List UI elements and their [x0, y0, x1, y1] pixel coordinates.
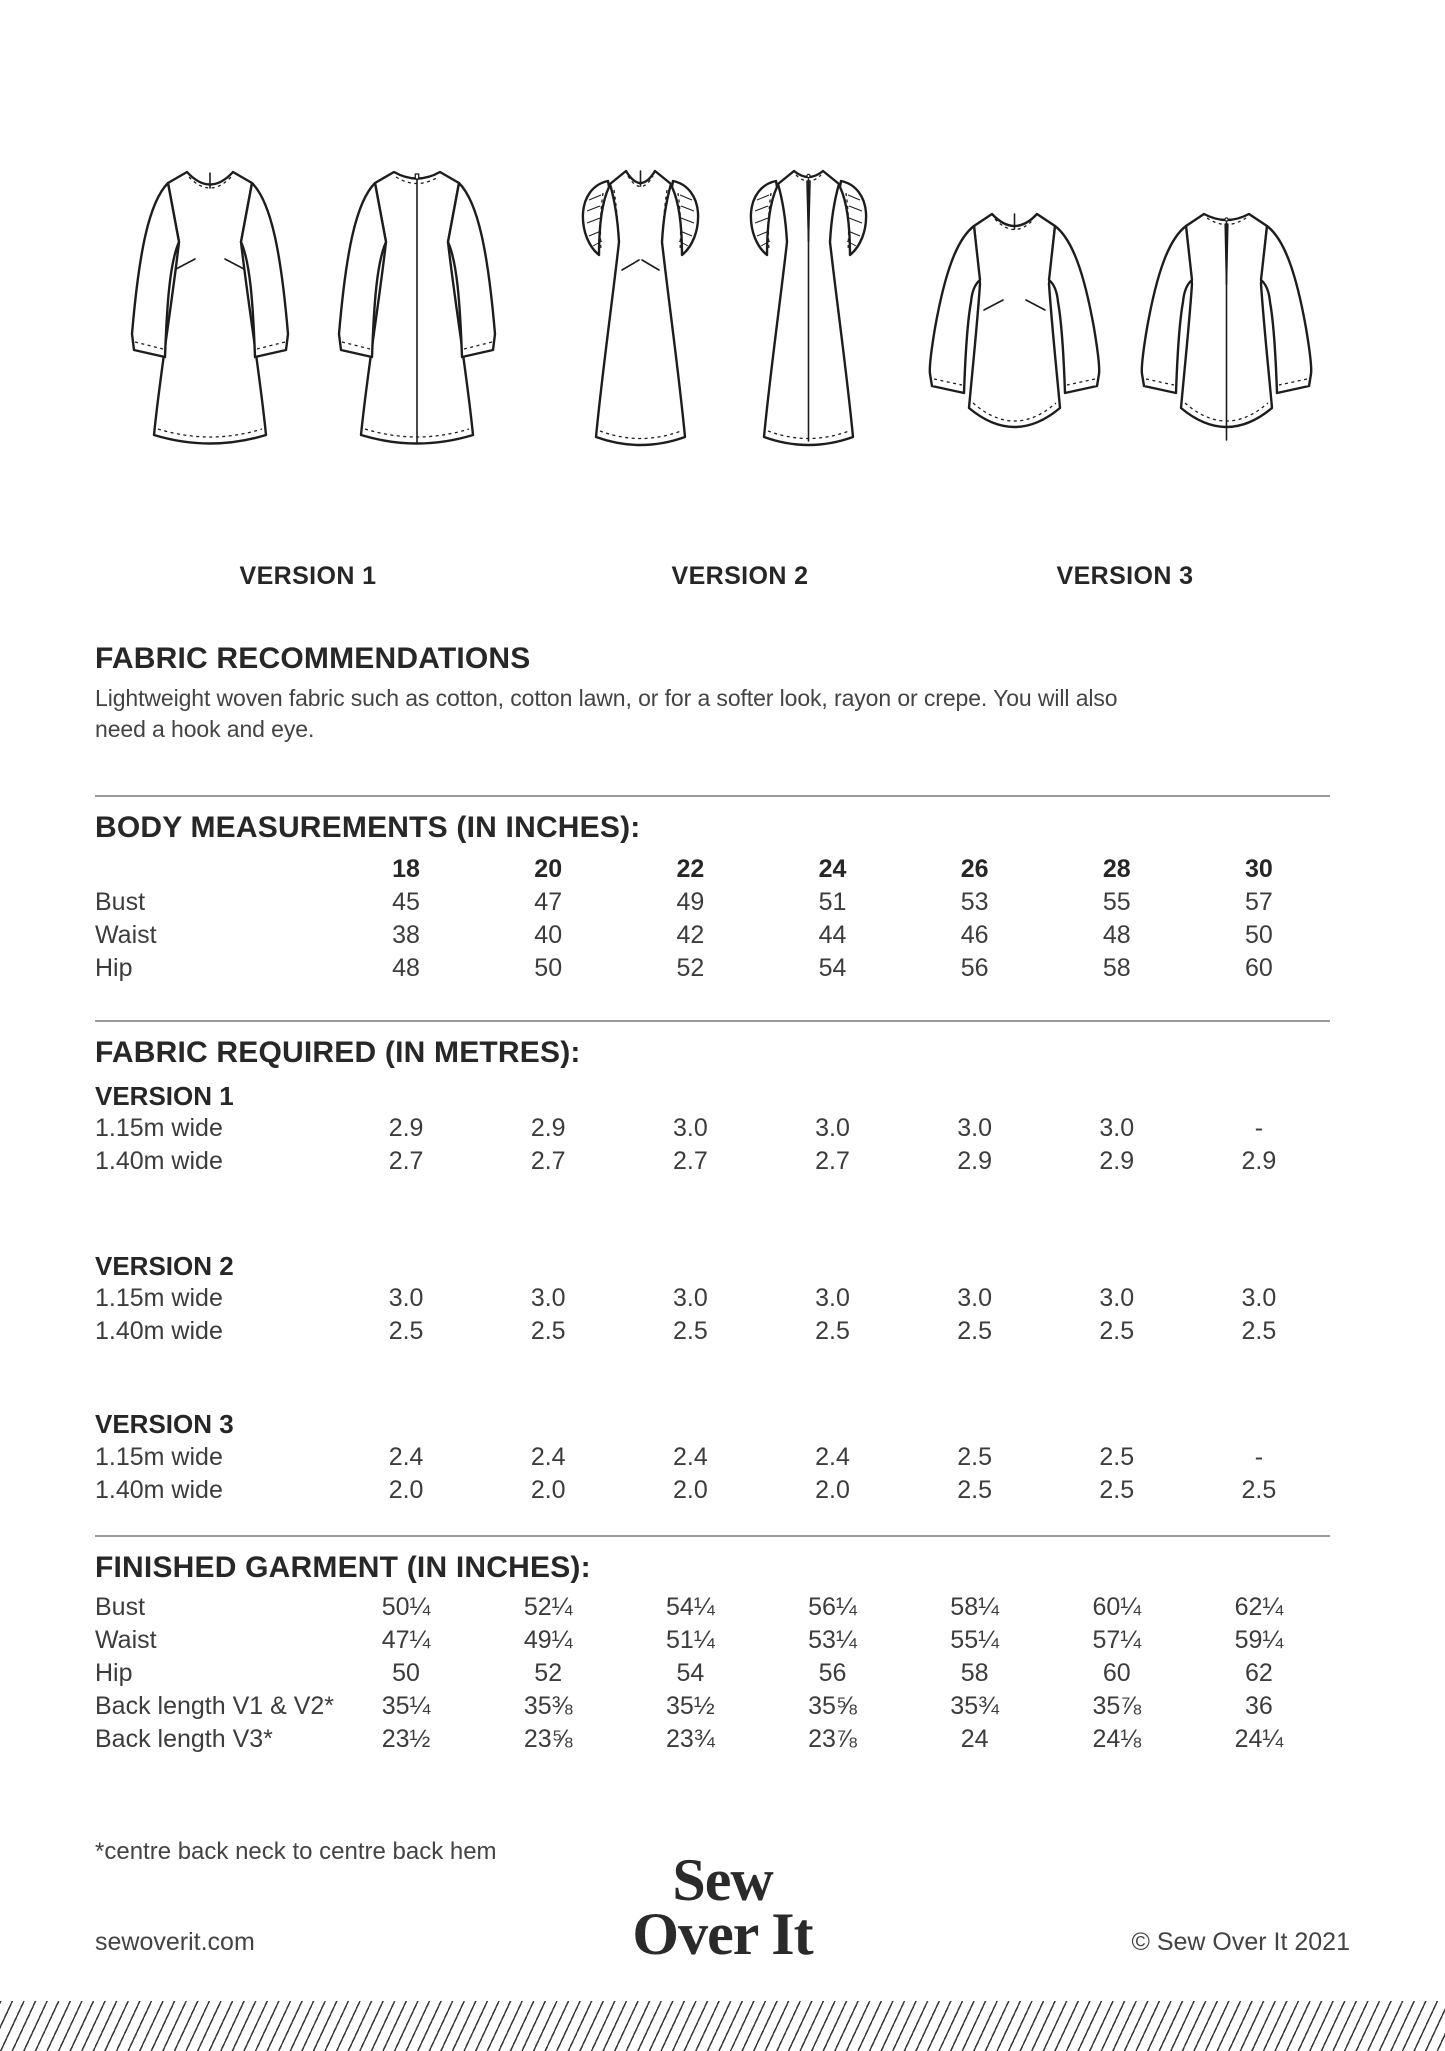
cell-value: 54¼: [666, 1593, 715, 1622]
cell-value: 58: [960, 1659, 989, 1688]
page-content: [95, 0, 1330, 1866]
row-label: Bust: [95, 1593, 146, 1622]
cell-value: 2.9: [1099, 1147, 1135, 1176]
cell-value: 2.5: [530, 1317, 566, 1346]
cell-value: 2.5: [1241, 1475, 1277, 1504]
cell-value: 55: [1102, 888, 1131, 917]
cell-value: 54: [818, 954, 847, 983]
body-measurements-heading: BODY MEASUREMENTS (IN INCHES):: [95, 810, 641, 844]
row-label: 1.40m wide: [95, 1147, 223, 1176]
cell-value: 56: [818, 1659, 847, 1688]
fabric-recommendations-text: Lightweight woven fabric such as cotton, cotton lawn, or for a softer look, rayon or crepe. You will also need a hook and eye.: [95, 684, 1118, 743]
size-column-header: 20: [534, 855, 563, 884]
finished-garment-heading: FINISHED GARMENT (IN INCHES):: [95, 1550, 591, 1584]
cell-value: 40: [534, 921, 563, 950]
cell-value: 23⅝: [523, 1725, 573, 1754]
cell-value: 60: [1102, 1659, 1131, 1688]
cell-value: 58: [1102, 954, 1131, 983]
cell-value: 2.4: [672, 1442, 708, 1471]
cell-value: -: [1254, 1114, 1264, 1143]
cell-value: 3.0: [672, 1284, 708, 1313]
cell-value: 35½: [666, 1692, 715, 1721]
row-label: Hip: [95, 1659, 133, 1688]
cell-value: 3.0: [957, 1114, 993, 1143]
cell-value: 56¼: [808, 1593, 857, 1622]
cell-value: 38: [392, 921, 420, 950]
empty-corner-cell: [95, 853, 335, 886]
cell-value: 2.5: [388, 1317, 424, 1346]
fabric-required-version2-table: [95, 1282, 1330, 1348]
cell-value: 35¾: [950, 1692, 999, 1721]
cell-value: 2.0: [388, 1475, 424, 1504]
cell-value: 2.4: [530, 1442, 566, 1471]
cell-value: 24: [960, 1725, 989, 1754]
cell-value: 57¼: [1092, 1626, 1142, 1655]
cell-value: 55¼: [950, 1626, 999, 1655]
cell-value: 47¼: [381, 1626, 431, 1655]
cell-value: 53: [960, 888, 989, 917]
divider: [95, 1020, 1330, 1022]
cell-value: 3.0: [388, 1284, 424, 1313]
fabric-required-heading: FABRIC REQUIRED (IN METRES):: [95, 1036, 581, 1070]
cell-value: 23½: [381, 1725, 431, 1754]
size-column-header: 28: [1102, 855, 1131, 884]
fabric-required-version3-heading: VERSION 3: [95, 1409, 234, 1440]
cell-value: 62¼: [1234, 1593, 1284, 1622]
finished-garment-table: [95, 1591, 1330, 1756]
cell-value: 2.4: [388, 1442, 424, 1471]
cell-value: 3.0: [957, 1284, 993, 1313]
row-label: 1.15m wide: [95, 1114, 223, 1143]
footnote: *centre back neck to centre back hem: [95, 1838, 497, 1866]
cell-value: 2.7: [530, 1147, 566, 1176]
size-column-header: 30: [1245, 855, 1273, 884]
cell-value: -: [1254, 1442, 1264, 1471]
cell-value: 60: [1245, 954, 1273, 983]
cell-value: 47: [534, 888, 563, 917]
website-text: sewoverit.com: [95, 1928, 255, 1956]
fabric-required-version1-heading: VERSION 1: [95, 1080, 234, 1111]
row-label: 1.15m wide: [95, 1284, 223, 1313]
cell-value: 2.9: [530, 1114, 566, 1143]
cell-value: 57: [1245, 888, 1273, 917]
cell-value: 2.5: [815, 1317, 850, 1346]
version1-label: VERSION 1: [239, 562, 377, 590]
fabric-required-version2-heading: VERSION 2: [95, 1251, 234, 1282]
body-measurements-table: [95, 853, 1330, 985]
size-column-header: 24: [818, 855, 847, 884]
cell-value: 2.0: [672, 1475, 708, 1504]
logo-line1: Sew: [672, 1847, 773, 1913]
cell-value: 53¼: [808, 1626, 857, 1655]
cell-value: 45: [392, 888, 420, 917]
cell-value: 2.5: [957, 1317, 993, 1346]
divider: [95, 795, 1330, 797]
cell-value: 48: [392, 954, 420, 983]
cell-value: 51: [818, 888, 847, 917]
cell-value: 35⅜: [523, 1692, 573, 1721]
cell-value: 2.9: [957, 1147, 993, 1176]
fabric-required-version3-table: [95, 1441, 1330, 1507]
row-label: Back length V1 & V2*: [95, 1692, 335, 1721]
cell-value: 56: [960, 954, 989, 983]
cell-value: 2.4: [815, 1442, 850, 1471]
cell-value: 2.5: [1099, 1317, 1135, 1346]
row-label: Waist: [95, 1626, 157, 1655]
cell-value: 58¼: [950, 1593, 999, 1622]
cell-value: 46: [960, 921, 989, 950]
row-label: 1.40m wide: [95, 1317, 223, 1346]
cell-value: 2.0: [530, 1475, 566, 1504]
cell-value: 35⅝: [808, 1692, 857, 1721]
cell-value: 54: [676, 1659, 705, 1688]
size-column-header: 22: [676, 855, 705, 884]
cell-value: 3.0: [815, 1114, 850, 1143]
size-column-header: 26: [960, 855, 989, 884]
cell-value: 36: [1245, 1692, 1273, 1721]
fabric-recommendations-heading: FABRIC RECOMMENDATIONS: [95, 642, 531, 675]
cell-value: 52¼: [523, 1593, 573, 1622]
cell-value: 2.7: [388, 1147, 424, 1176]
cell-value: 51¼: [666, 1626, 715, 1655]
cell-value: 52: [534, 1659, 563, 1688]
cell-value: 3.0: [530, 1284, 566, 1313]
cell-value: 2.9: [1241, 1147, 1277, 1176]
cell-value: 2.5: [1241, 1317, 1277, 1346]
cell-value: 2.5: [1099, 1442, 1135, 1471]
cell-value: 3.0: [1099, 1114, 1135, 1143]
cell-value: 50: [392, 1659, 420, 1688]
row-label: 1.15m wide: [95, 1442, 223, 1471]
row-label: 1.40m wide: [95, 1475, 223, 1504]
cell-value: 23¾: [666, 1725, 715, 1754]
size-column-header: 18: [392, 855, 420, 884]
cell-value: 3.0: [1241, 1284, 1277, 1313]
cell-value: 60¼: [1092, 1593, 1142, 1622]
cell-value: 2.9: [388, 1114, 424, 1143]
cell-value: 50¼: [381, 1593, 431, 1622]
cell-value: 2.5: [1099, 1475, 1135, 1504]
cell-value: 2.5: [957, 1442, 993, 1471]
cell-value: 49: [676, 888, 705, 917]
cell-value: 48: [1102, 921, 1131, 950]
cell-value: 50: [1245, 921, 1273, 950]
version3-label: VERSION 3: [1056, 562, 1194, 590]
cell-value: 3.0: [1099, 1284, 1135, 1313]
cell-value: 50: [534, 954, 563, 983]
cell-value: 3.0: [672, 1114, 708, 1143]
divider: [95, 1535, 1330, 1537]
cell-value: 3.0: [815, 1284, 850, 1313]
cell-value: 49¼: [523, 1626, 573, 1655]
copyright-text: © Sew Over It 2021: [1131, 1928, 1350, 1956]
cell-value: 23⅞: [808, 1725, 857, 1754]
cell-value: 59¼: [1234, 1626, 1284, 1655]
version2-label: VERSION 2: [671, 562, 809, 590]
row-label: Hip: [95, 954, 133, 983]
cell-value: 24⅛: [1092, 1725, 1142, 1754]
cell-value: 42: [676, 921, 705, 950]
logo-line2: Over It: [632, 1901, 813, 1967]
cell-value: 2.5: [672, 1317, 708, 1346]
row-label: Back length V3*: [95, 1725, 273, 1754]
cell-value: 2.5: [957, 1475, 993, 1504]
cell-value: 35¼: [381, 1692, 431, 1721]
cell-value: 2.0: [815, 1475, 850, 1504]
fabric-required-version1-table: [95, 1112, 1330, 1178]
row-label: Waist: [95, 921, 157, 950]
cell-value: 2.7: [815, 1147, 850, 1176]
row-label: Bust: [95, 888, 146, 917]
cell-value: 24¼: [1234, 1725, 1284, 1754]
cell-value: 2.7: [672, 1147, 708, 1176]
diagonal-stripe-footer: [0, 2001, 1445, 2051]
cell-value: 62: [1245, 1659, 1273, 1688]
cell-value: 35⅞: [1092, 1692, 1142, 1721]
cell-value: 44: [818, 921, 847, 950]
cell-value: 52: [676, 954, 705, 983]
